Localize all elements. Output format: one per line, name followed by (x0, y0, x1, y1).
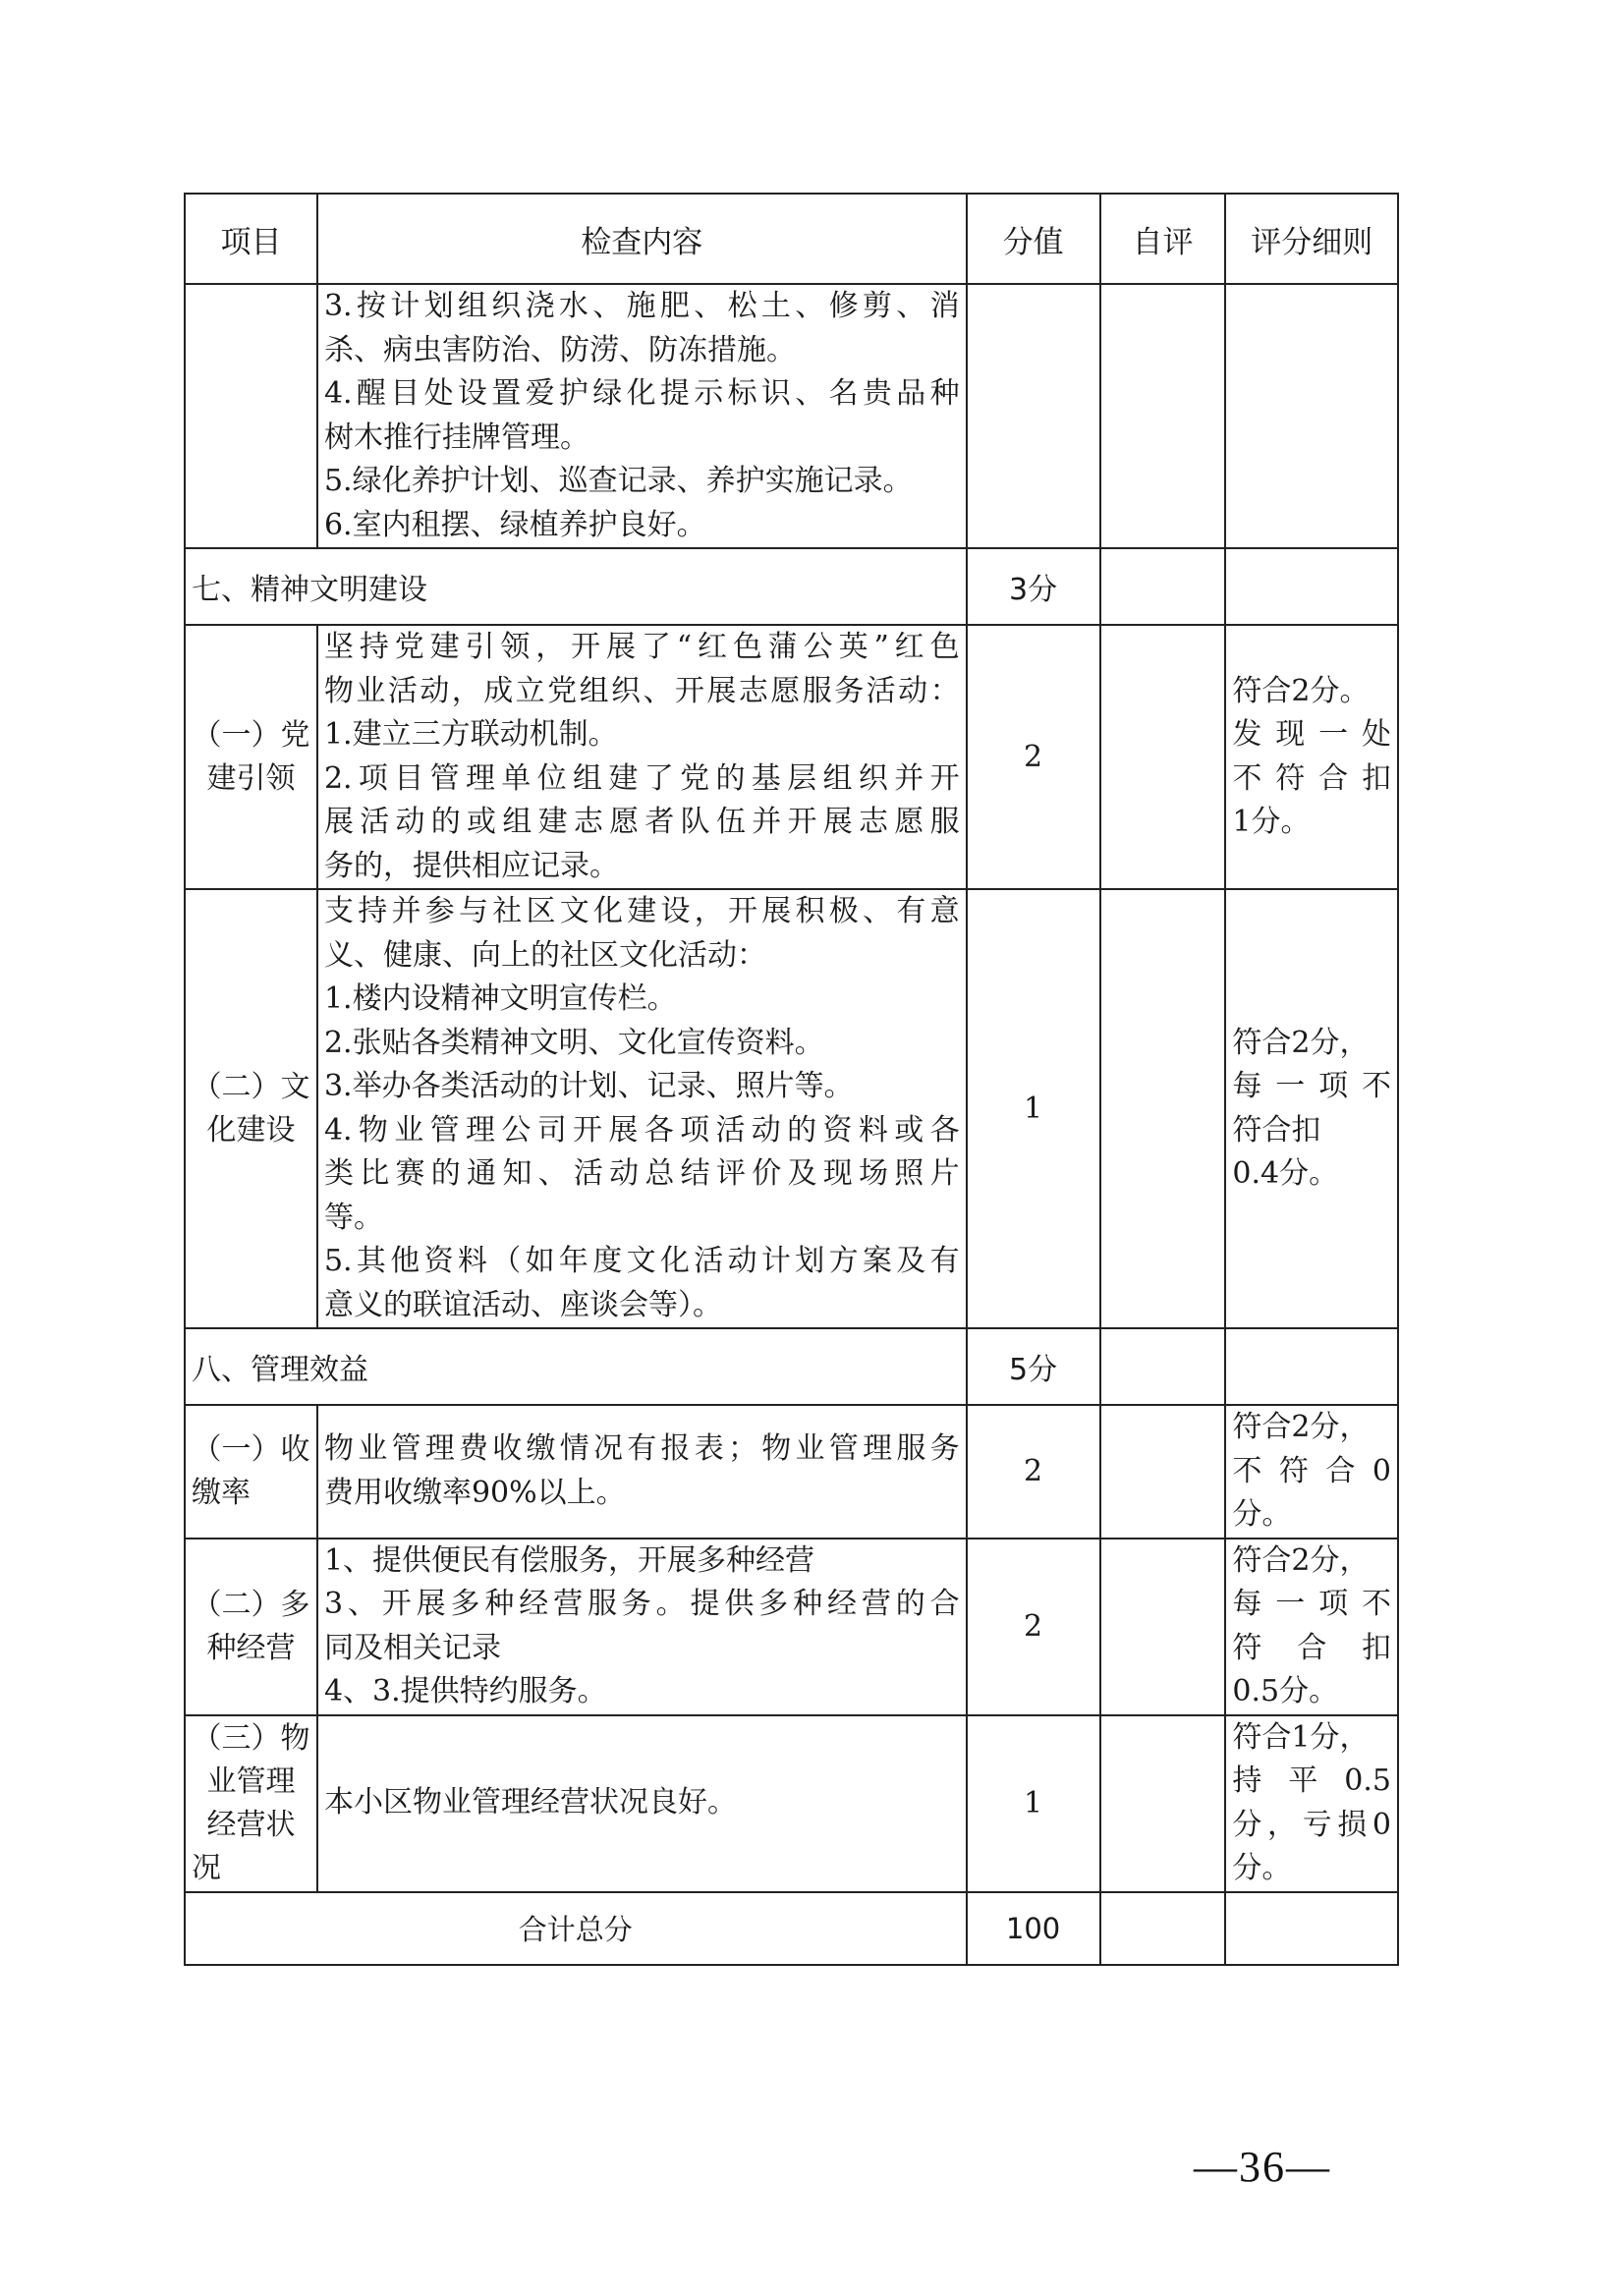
item-line: （二）文 (192, 1069, 310, 1104)
rule-line: 0.5分。 (1232, 1674, 1339, 1708)
rule-line: 持平0.5 (1232, 1763, 1391, 1798)
content-line: 物业活动，成立党组织、开展志愿服务活动： (323, 673, 960, 708)
section-row-management-benefit (185, 1328, 1398, 1405)
rule-cell (1225, 889, 1398, 1328)
content-line: 1.建立三方联动机制。 (323, 717, 618, 752)
header-item: 项目 (185, 194, 317, 284)
table-row (185, 889, 1398, 1328)
score-cell: 1 (967, 1715, 1100, 1892)
item-line: （一）收 (192, 1431, 310, 1467)
score-cell (967, 284, 1100, 548)
item-cell (185, 284, 317, 548)
item-line: 种经营 (206, 1630, 296, 1665)
section-score: 5分 (967, 1328, 1100, 1405)
item-line: 经营状 (206, 1807, 296, 1842)
total-score: 100 (967, 1892, 1100, 1965)
rule-line: 符合2分。 (1232, 673, 1370, 708)
self-eval-cell (1100, 1405, 1226, 1539)
rule-line: 符合1分， (1232, 1719, 1370, 1755)
table-row (185, 1539, 1398, 1715)
content-line: 意义的联谊活动、座谈会等）。 (323, 1287, 722, 1322)
table-row (185, 284, 1398, 548)
self-eval-cell (1100, 284, 1226, 548)
rule-line: 不符合0 (1232, 1453, 1391, 1488)
score-cell: 2 (967, 1539, 1100, 1715)
rule-line: 分。 (1232, 1851, 1292, 1885)
content-line: 6.室内租摆、绿植养护良好。 (323, 507, 706, 542)
content-line: 义、健康、向上的社区文化活动： (323, 937, 766, 973)
section-row-spiritual-civilization (185, 548, 1398, 625)
self-eval-cell (1100, 625, 1226, 889)
score-cell: 2 (967, 625, 1100, 889)
item-cell (185, 1405, 317, 1539)
rule-line: 每一项不 (1232, 1587, 1391, 1621)
content-line: 杀、病虫害防治、防涝、防冻措施。 (323, 332, 796, 367)
self-eval-cell (1100, 1328, 1226, 1405)
score-cell: 1 (967, 889, 1100, 1328)
item-line: 业管理 (206, 1763, 296, 1799)
content-line: 务的，提供相应记录。 (323, 848, 619, 883)
content-line: 4.物业管理公司开展各项活动的资料或各 (323, 1112, 960, 1148)
rule-line: 符合扣 (1232, 1112, 1321, 1148)
content-cell (317, 889, 967, 1328)
header-rules: 评分细则 (1225, 194, 1398, 284)
item-cell (185, 1539, 317, 1715)
rule-cell (1225, 548, 1398, 625)
item-line: 化建设 (206, 1112, 296, 1148)
item-line: （一）党 (192, 717, 310, 753)
header-score: 分值 (967, 194, 1100, 284)
content-line: 费用收缴率90%以上。 (323, 1475, 626, 1510)
page-number: —36— (1194, 2143, 1331, 2191)
item-cell (185, 1715, 317, 1892)
header-content: 检查内容 (317, 194, 967, 284)
rule-line: 分。 (1232, 1497, 1292, 1532)
content-line: 4.醒目处设置爱护绿化提示标识、名贵品种 (323, 376, 960, 411)
item-line: （三）物 (192, 1720, 310, 1756)
rule-line: 符合2分， (1232, 1410, 1370, 1444)
content-line: 1.楼内设精神文明宣传栏。 (323, 981, 677, 1016)
total-row (185, 1892, 1398, 1965)
rule-line: 分，亏损0 (1232, 1807, 1391, 1842)
content-cell (317, 625, 967, 889)
content-line: 本小区物业管理经营状况良好。 (323, 1785, 737, 1820)
table-header-row (185, 194, 1398, 284)
content-line: 坚持党建引领，开展了“红色蒲公英”红色 (323, 630, 960, 664)
content-line: 物业管理费收缴情况有报表；物业管理服务 (323, 1431, 960, 1467)
item-line: 建引领 (206, 760, 296, 796)
content-line: 3.举办各类活动的计划、记录、照片等。 (323, 1069, 854, 1103)
rule-cell (1225, 1539, 1398, 1715)
rule-cell (1225, 1405, 1398, 1539)
section-score: 3分 (967, 548, 1100, 625)
content-line: 1、提供便民有偿服务，开展多种经营 (323, 1542, 815, 1578)
rule-line: 符合2分， (1232, 1025, 1370, 1060)
rule-cell (1225, 1328, 1398, 1405)
table-row (185, 625, 1398, 889)
content-cell (317, 284, 967, 548)
rule-line: 发现一处 (1232, 717, 1391, 752)
content-line: 3.按计划组织浇水、施肥、松土、修剪、消 (323, 289, 960, 323)
content-line: 5.其他资料（如年度文化活动计划方案及有 (323, 1244, 960, 1278)
content-line: 3、开展多种经营服务。提供多种经营的合 (323, 1587, 960, 1621)
content-line: 2.项目管理单位组建了党的基层组织并开 (323, 760, 960, 796)
item-cell (185, 889, 317, 1328)
rule-line: 不符合扣 (1232, 760, 1391, 796)
rule-cell (1225, 1892, 1398, 1965)
rule-line: 符合2分， (1232, 1542, 1370, 1578)
content-line: 支持并参与社区文化建设，开展积极、有意 (323, 894, 960, 928)
self-eval-cell (1100, 548, 1226, 625)
content-line: 类比赛的通知、活动总结评价及现场照片 (323, 1156, 960, 1191)
item-line: （二）多 (192, 1587, 310, 1622)
self-eval-cell (1100, 1715, 1226, 1892)
content-line: 树木推行挂牌管理。 (323, 420, 589, 455)
rule-line: 0.4分。 (1232, 1156, 1339, 1191)
content-line: 展活动的或组建志愿者队伍并开展志愿服 (323, 805, 960, 839)
table-row (185, 1405, 1398, 1539)
content-line: 4、3.提供特约服务。 (323, 1674, 607, 1708)
rule-cell (1225, 1715, 1398, 1892)
rule-cell (1225, 625, 1398, 889)
item-line: 况 (192, 1850, 221, 1885)
section-title: 八、管理效益 (185, 1328, 967, 1405)
content-line: 5.绿化养护计划、巡查记录、养护实施记录。 (323, 464, 913, 498)
content-line: 同及相关记录 (323, 1630, 501, 1665)
table-row (185, 1715, 1398, 1892)
content-line: 2.张贴各类精神文明、文化宣传资料。 (323, 1025, 824, 1060)
content-cell (317, 1539, 967, 1715)
item-line: 缴率 (192, 1475, 251, 1510)
rule-line: 每一项不 (1232, 1069, 1391, 1103)
assessment-table (184, 193, 1399, 1966)
rule-line: 符合扣 (1232, 1630, 1391, 1665)
score-cell: 2 (967, 1405, 1100, 1539)
content-cell (317, 1405, 967, 1539)
content-line: 等。 (323, 1200, 383, 1235)
rule-line: 1分。 (1232, 805, 1311, 839)
content-cell (317, 1715, 967, 1892)
self-eval-cell (1100, 1892, 1226, 1965)
section-title: 七、精神文明建设 (185, 548, 967, 625)
self-eval-cell (1100, 1539, 1226, 1715)
header-self-eval: 自评 (1100, 194, 1226, 284)
item-cell (185, 625, 317, 889)
total-label: 合计总分 (185, 1892, 967, 1965)
self-eval-cell (1100, 889, 1226, 1328)
rule-cell (1225, 284, 1398, 548)
